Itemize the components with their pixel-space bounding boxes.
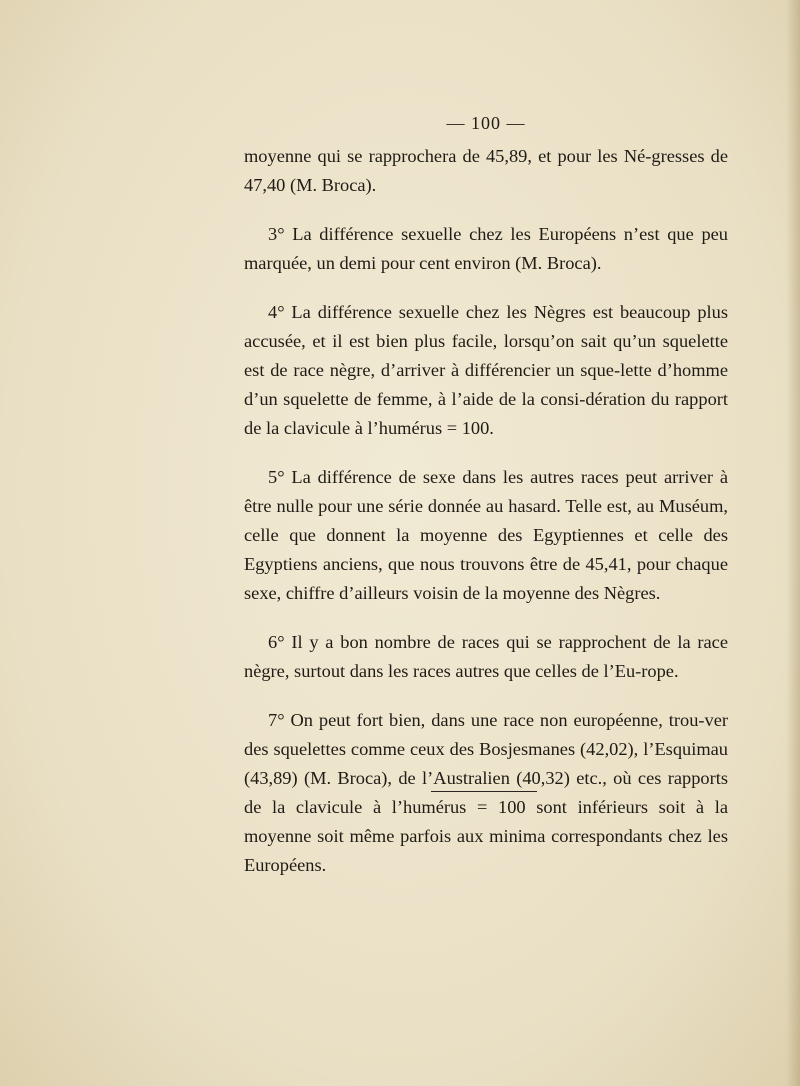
paragraph-6: 6° Il y a bon nombre de races qui se rapprochent de la race nègre, surtout dans les races autres que celles de l’Eu-rope. (244, 632, 728, 681)
paragraph-3: 3° La différence sexuelle chez les Européens n’est que peu marquée, un demi pour cent environ (M. Broca). (244, 224, 728, 273)
page-edge-shadow (786, 0, 800, 1086)
paragraph-7: 7° On peut fort bien, dans une race non européenne, trou-ver des squelettes comme ceux des Bosjesmanes (42,02), l’Esquimau (43,89) (M. Broca), de l’Australien (40,32) etc., où ces rapports de la clavicule à l’humérus = 100 sont inférieurs soit à la moyenne soit même parfois aux minima correspondants chez les Européens. (244, 710, 728, 875)
text-block (244, 112, 728, 900)
closing-rule (431, 791, 537, 792)
page-number: — 100 — (446, 113, 526, 133)
paragraph-5: 5° La différence de sexe dans les autres races peut arriver à être nulle pour une série donnée au hasard. Telle est, au Muséum, celle que donnent la moyenne des Egyptiennes et celle des Egyptiens anciens, que nous trouvons être de 45,41, pour chaque sexe, chiffre d’ailleurs voisin de la moyenne des Nègres. (244, 467, 728, 603)
paragraph-4: 4° La différence sexuelle chez les Nègres est beaucoup plus accusée, et il est bien plus facile, lorsqu’on sait qu’un squelette est de race nègre, d’arriver à différencier un sque-lette d’homme d’un squelette de femme, à l’aide de la consi-dération du rapport de la clavicule à l’humérus = 100. (244, 302, 728, 438)
paragraph-continuation: moyenne qui se rapprochera de 45,89, et pour les Né-gresses de 47,40 (M. Broca). (244, 146, 728, 195)
